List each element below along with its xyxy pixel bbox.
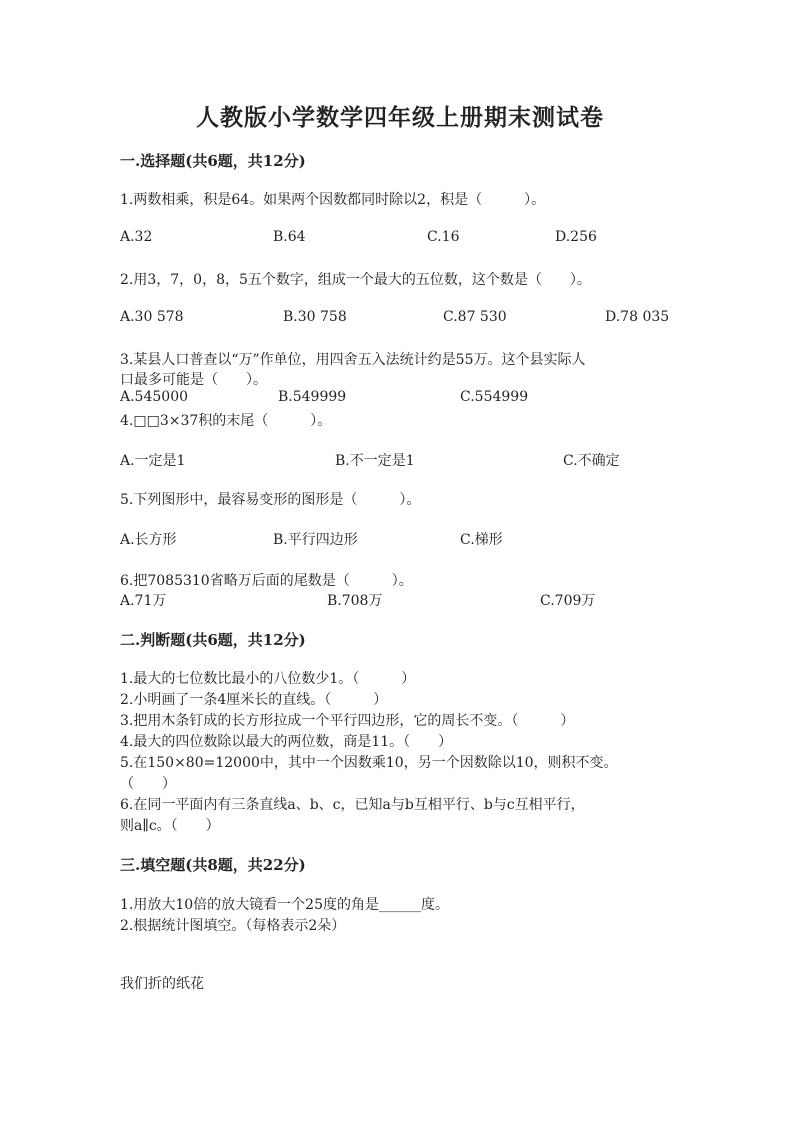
section-heading-choice: 一.选择题(共6题，共12分) <box>120 152 306 170</box>
judge-item: 6.在同一平面内有三条直线a、b、c，已知a与b互相平行、b与c互相平行， <box>120 797 585 813</box>
judge-item-continued: 则a∥c。（ ） <box>120 818 220 834</box>
fill-item: 2.根据统计图填空。（每格表示2朵） <box>120 918 346 934</box>
option-b: B.549999 <box>278 389 347 405</box>
section-heading-judge: 二.判断题(共6题，共12分) <box>120 631 306 649</box>
option-a: A.71万 <box>120 593 167 609</box>
page-title: 人教版小学数学四年级上册期末测试卷 <box>196 104 604 131</box>
judge-item: 4.最大的四位数除以最大的两位数，商是11。（ ） <box>120 734 453 750</box>
chart-caption: 我们折的纸花 <box>120 976 204 992</box>
question-stem: 4.□□3×37积的末尾（ ）。 <box>120 413 332 429</box>
option-b: B.64 <box>273 229 306 245</box>
option-b: B.708万 <box>327 593 383 609</box>
question-stem: 2.用3，7，0，8，5五个数字，组成一个最大的五位数，这个数是（ ）。 <box>120 272 591 288</box>
option-b: B.不一定是1 <box>335 453 415 469</box>
question-stem: 5.下列图形中，最容易变形的图形是（ ）。 <box>120 492 421 508</box>
option-a: A.545000 <box>120 389 189 405</box>
option-c: C.709万 <box>540 593 596 609</box>
option-c: C.不确定 <box>563 453 620 469</box>
judge-item: 2.小明画了一条4厘米长的直线。（ ） <box>120 692 388 708</box>
question-stem: 3.某县人口普查以“万”作单位，用四舍五入法统计约是55万。这个县实际人 <box>120 352 586 368</box>
option-a: A.30 578 <box>120 309 184 325</box>
option-d: D.78 035 <box>605 309 670 325</box>
option-b: B.30 758 <box>283 309 347 325</box>
option-a: A.一定是1 <box>120 453 186 469</box>
option-a: A.长方形 <box>120 532 177 548</box>
judge-item: 3.把用木条钉成的长方形拉成一个平行四边形，它的周长不变。（ ） <box>120 713 575 729</box>
judge-item: 5.在150×80=12000中，其中一个因数乘10，另一个因数除以10，则积不变。 <box>120 755 618 771</box>
option-b: B.平行四边形 <box>273 532 358 548</box>
option-c: C.554999 <box>460 389 529 405</box>
option-c: C.87 530 <box>443 309 507 325</box>
section-heading-fill: 三.填空题(共8题，共22分) <box>120 856 306 874</box>
question-stem: 6.把7085310省略万后面的尾数是（ ）。 <box>120 573 413 589</box>
judge-item-continued: （ ） <box>120 776 176 792</box>
judge-item: 1.最大的七位数比最小的八位数少1。（ ） <box>120 671 416 687</box>
option-d: D.256 <box>555 229 597 245</box>
option-c: C.梯形 <box>460 532 503 548</box>
option-a: A.32 <box>120 229 153 245</box>
option-c: C.16 <box>427 229 460 245</box>
question-stem-continued: 口最多可能是（ ）。 <box>120 372 267 388</box>
fill-item: 1.用放大10倍的放大镜看一个25度的角是______度。 <box>120 897 449 913</box>
question-stem: 1.两数相乘，积是64。如果两个因数都同时除以2，积是（ ）。 <box>120 192 546 208</box>
